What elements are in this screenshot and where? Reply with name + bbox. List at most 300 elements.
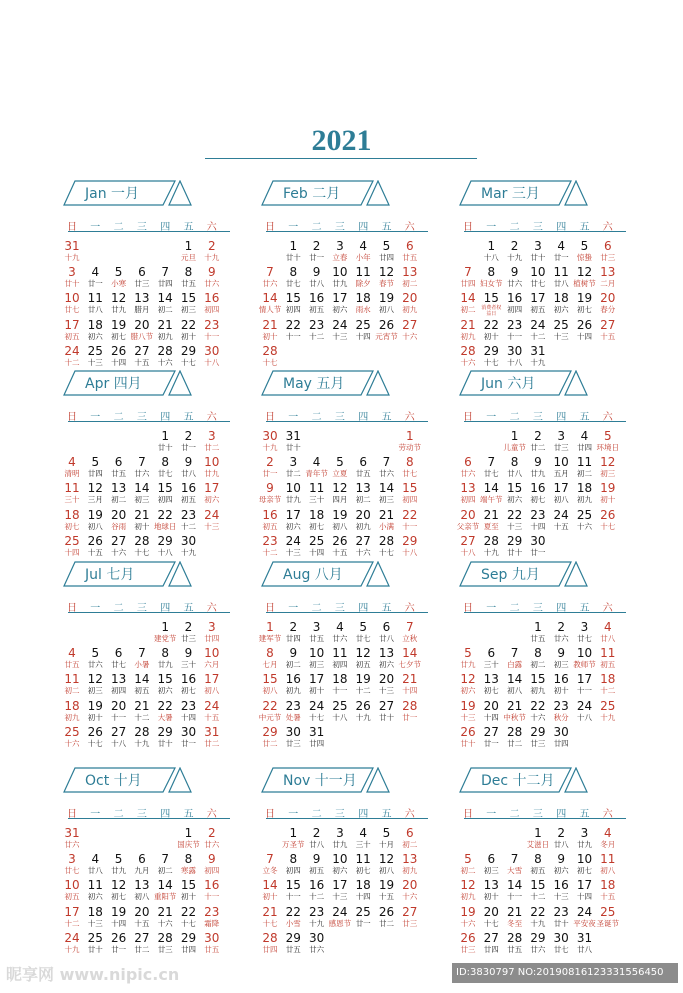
day-cell — [479, 509, 503, 531]
day-cell — [130, 482, 154, 504]
day-cell — [60, 509, 84, 531]
day-number: 5 — [603, 429, 612, 443]
weekday-header: 一 — [90, 222, 101, 233]
day-cell — [526, 292, 550, 314]
day-cell — [305, 700, 329, 722]
day-number: 21 — [402, 672, 418, 687]
lunar-label: 初三 — [181, 305, 196, 315]
lunar-label: 十一 — [507, 892, 523, 902]
day-number: 27 — [134, 343, 150, 358]
day-number: 10 — [64, 291, 80, 306]
day-cell — [549, 673, 573, 695]
day-cell — [60, 319, 84, 341]
lunar-label: 初三 — [553, 660, 569, 670]
day-number: 25 — [64, 724, 80, 739]
lunar-label: 廿八 — [309, 279, 325, 289]
day-cell — [200, 906, 224, 928]
lunar-label: 初四 — [507, 305, 523, 315]
lunar-label: 三月 — [87, 495, 103, 505]
day-cell — [398, 456, 422, 478]
weekday-header: 一 — [288, 222, 299, 233]
lunar-label: 十五 — [134, 918, 150, 928]
day-number: 30 — [204, 343, 220, 358]
day-cell — [83, 266, 107, 288]
month-banner — [63, 370, 193, 396]
day-cell — [328, 266, 352, 288]
day-number: 2 — [510, 239, 519, 253]
lunar-label: 十六 — [157, 357, 173, 367]
weekday-divider — [68, 421, 230, 422]
day-cell — [200, 726, 224, 748]
lunar-label: 立夏 — [332, 469, 348, 479]
lunar-label: 初二 — [285, 660, 301, 670]
day-cell — [200, 827, 224, 849]
day-number: 8 — [487, 265, 496, 280]
lunar-label: 廿六 — [64, 840, 80, 849]
day-number: 18 — [600, 878, 616, 893]
day-number: 3 — [580, 620, 589, 634]
day-cell — [456, 456, 480, 478]
month-name-cn: 一月 — [111, 186, 140, 202]
month-banner — [261, 370, 391, 396]
day-number: 30 — [506, 343, 523, 358]
day-cell — [526, 535, 550, 557]
day-cell — [83, 292, 107, 314]
day-number: 13 — [110, 672, 127, 687]
lunar-label: 廿九 — [204, 469, 220, 479]
lunar-label: 初三 — [379, 495, 394, 505]
lunar-label: 廿五 — [181, 279, 196, 289]
lunar-label: 廿三 — [530, 738, 546, 748]
day-number: 12 — [378, 852, 395, 867]
lunar-label: 初九 — [577, 495, 592, 505]
lunar-label: 初八 — [379, 866, 394, 876]
day-cell — [549, 647, 573, 669]
lunar-label: 廿四 — [262, 944, 278, 954]
lunar-label: 初六 — [87, 892, 103, 902]
day-cell — [107, 292, 131, 314]
day-number: 6 — [603, 239, 612, 253]
day-number: 6 — [464, 455, 472, 470]
day-cell — [549, 319, 573, 341]
day-cell — [281, 853, 305, 875]
weekday-header: 三 — [334, 603, 345, 614]
lunar-label: 十二 — [600, 686, 616, 696]
weekday-header: 三 — [136, 809, 147, 820]
day-cell — [305, 456, 329, 478]
day-cell — [398, 535, 422, 557]
day-number: 6 — [405, 239, 414, 253]
day-number: 30 — [204, 930, 220, 945]
lunar-label: 廿四 — [379, 253, 394, 262]
day-cell — [281, 673, 305, 695]
day-cell — [526, 827, 550, 849]
day-number: 7 — [405, 620, 414, 634]
weekday-header: 三 — [532, 809, 543, 820]
day-cell — [398, 700, 422, 722]
day-number: 4 — [68, 646, 76, 661]
day-number: 5 — [114, 265, 123, 280]
day-number: 26 — [87, 724, 103, 739]
day-number: 9 — [312, 265, 321, 280]
month-banner — [63, 561, 193, 587]
lunar-label: 十一 — [285, 892, 301, 902]
day-number: 8 — [161, 455, 169, 470]
day-cell — [281, 292, 305, 314]
day-cell — [258, 509, 282, 531]
day-number: 25 — [600, 904, 616, 919]
day-number: 24 — [332, 904, 348, 919]
day-number: 15 — [530, 878, 546, 893]
weekday-header: 六 — [404, 412, 415, 423]
day-cell — [107, 906, 131, 928]
day-cell — [456, 726, 480, 748]
month-name-cn: 二月 — [312, 186, 341, 202]
day-cell — [200, 673, 224, 695]
lunar-label: 十二 — [262, 547, 278, 557]
lunar-label: 初二 — [530, 660, 546, 670]
day-number: 2 — [534, 429, 542, 443]
lunar-label: 初四 — [402, 495, 418, 505]
lunar-label: 廿三 — [285, 738, 301, 748]
lunar-label: 廿一 — [87, 279, 103, 289]
day-number: 31 — [64, 239, 80, 253]
weekday-header: 三 — [334, 412, 345, 423]
day-number: 26 — [576, 317, 593, 332]
day-number: 7 — [487, 455, 496, 470]
lunar-label: 十一 — [111, 712, 127, 722]
day-cell — [153, 509, 177, 531]
lunar-label: 廿八 — [507, 469, 523, 479]
month-name-en: Sep — [481, 567, 508, 583]
day-cell — [258, 726, 282, 748]
day-number: 10 — [332, 265, 348, 280]
lunar-label: 国庆节 — [177, 840, 200, 849]
day-number: 3 — [534, 239, 542, 253]
weekday-header: 五 — [183, 603, 194, 614]
day-number: 11 — [553, 265, 569, 280]
day-cell — [200, 853, 224, 875]
day-cell — [351, 673, 375, 695]
day-number: 21 — [506, 904, 523, 919]
day-cell — [153, 292, 177, 314]
day-number: 19 — [378, 291, 395, 306]
day-number: 27 — [110, 724, 127, 739]
lunar-label: 初八 — [507, 686, 523, 696]
day-cell — [479, 266, 503, 288]
day-cell — [83, 700, 107, 722]
day-cell — [503, 456, 527, 478]
weekday-header: 日 — [67, 603, 77, 614]
weekday-header: 日 — [67, 222, 77, 233]
day-cell — [83, 535, 107, 557]
day-number: 8 — [184, 265, 193, 280]
day-cell — [305, 621, 329, 643]
day-number: 11 — [355, 852, 371, 867]
lunar-label: 十二 — [309, 892, 325, 902]
day-cell — [351, 456, 375, 478]
lunar-label: 廿七 — [402, 469, 418, 479]
day-cell — [258, 932, 282, 954]
day-number: 2 — [184, 429, 193, 443]
day-number: 5 — [382, 239, 391, 253]
weekday-header: 二 — [311, 222, 322, 233]
weekday-divider — [464, 818, 626, 819]
day-cell — [281, 266, 305, 288]
day-cell — [456, 482, 480, 504]
day-cell — [83, 906, 107, 928]
lunar-label: 初十 — [181, 892, 196, 902]
weekday-divider — [266, 231, 428, 232]
day-cell — [258, 319, 282, 341]
day-cell — [281, 726, 305, 748]
day-cell — [177, 509, 201, 531]
day-number: 16 — [530, 481, 546, 496]
day-number: 10 — [204, 646, 220, 661]
lunar-label: 初四 — [204, 305, 220, 315]
lunar-label: 初五 — [309, 305, 325, 315]
day-cell — [200, 932, 224, 954]
day-cell — [200, 456, 224, 478]
weekday-header: 三 — [136, 412, 147, 423]
day-cell — [130, 535, 154, 557]
day-cell — [60, 726, 84, 748]
lunar-label: 廿八 — [577, 944, 592, 954]
day-number: 20 — [460, 507, 476, 522]
day-cell — [60, 240, 84, 262]
day-cell — [503, 879, 527, 901]
day-cell — [153, 345, 177, 367]
day-number: 9 — [557, 852, 565, 867]
lunar-label: 十八 — [460, 547, 476, 557]
day-cell — [130, 647, 154, 669]
day-number: 30 — [285, 724, 301, 739]
day-number: 13 — [483, 672, 499, 687]
weekday-divider — [266, 612, 428, 613]
day-cell — [83, 879, 107, 901]
lunar-label: 初五 — [309, 866, 325, 876]
day-number: 28 — [262, 343, 278, 358]
lunar-label: 立冬 — [262, 866, 278, 876]
weekday-header: 三 — [136, 222, 147, 233]
day-number: 23 — [180, 698, 197, 713]
day-cell — [526, 266, 550, 288]
day-number: 28 — [134, 533, 150, 548]
day-number: 17 — [332, 291, 348, 306]
weekday-header: 六 — [404, 603, 415, 614]
month-title — [283, 183, 391, 203]
lunar-label: 圣诞节 — [596, 918, 620, 928]
day-cell — [328, 879, 352, 901]
day-number: 5 — [359, 620, 367, 634]
weekday-header: 四 — [556, 412, 567, 423]
day-cell — [573, 292, 597, 314]
day-cell — [573, 240, 597, 262]
day-number: 17 — [553, 481, 569, 496]
day-cell — [479, 292, 503, 317]
lunar-label: 十八 — [332, 712, 348, 722]
day-number: 2 — [312, 826, 321, 840]
day-number: 29 — [506, 533, 523, 548]
day-number: 14 — [157, 291, 173, 306]
lunar-label: 十八 — [577, 712, 592, 722]
day-number: 24 — [530, 317, 546, 332]
day-number: 9 — [510, 265, 519, 280]
day-cell — [328, 673, 352, 695]
weekday-header: 二 — [509, 603, 520, 614]
lunar-label: 初五 — [262, 521, 278, 531]
day-number: 16 — [308, 291, 325, 306]
day-number: 3 — [207, 429, 216, 443]
lunar-label: 十七 — [181, 918, 196, 928]
lunar-label: 初三 — [87, 686, 103, 696]
lunar-label: 廿九 — [285, 495, 301, 505]
day-cell — [549, 621, 573, 643]
day-number: 27 — [378, 698, 395, 713]
weekday-header: 六 — [602, 603, 613, 614]
day-cell — [351, 906, 375, 928]
lunar-label: 十二 — [355, 686, 371, 696]
day-number: 8 — [405, 455, 414, 470]
lunar-label: 廿八 — [600, 634, 616, 643]
lunar-label: 九月 — [134, 866, 150, 876]
day-number: 28 — [134, 724, 150, 739]
day-cell — [177, 879, 201, 901]
day-cell — [351, 827, 375, 849]
day-cell — [83, 456, 107, 478]
day-number: 12 — [460, 672, 476, 687]
day-cell — [83, 932, 107, 954]
lunar-label: 初五 — [134, 686, 150, 696]
day-cell — [503, 430, 527, 452]
lunar-label: 廿一 — [309, 253, 325, 262]
day-cell — [177, 240, 201, 262]
lunar-label: 三十 — [309, 495, 325, 505]
lunar-label: 十九 — [530, 357, 546, 367]
day-cell — [107, 535, 131, 557]
month-title — [481, 770, 589, 790]
day-cell — [177, 430, 201, 452]
day-number: 3 — [207, 620, 216, 634]
lunar-label: 初六 — [553, 305, 569, 315]
day-cell — [351, 266, 375, 288]
day-cell — [526, 932, 550, 954]
lunar-label: 廿三 — [402, 918, 418, 928]
lunar-label: 初七 — [577, 305, 592, 315]
lunar-label: 十五 — [204, 712, 220, 722]
lunar-label: 十三 — [87, 357, 103, 367]
lunar-label: 初二 — [460, 866, 476, 876]
day-number: 22 — [285, 317, 301, 332]
day-number: 2 — [207, 239, 216, 253]
lunar-label: 廿十 — [285, 443, 301, 452]
lunar-label: 廿八 — [87, 866, 103, 876]
day-number: 17 — [204, 672, 220, 687]
day-number: 16 — [553, 878, 569, 893]
day-number: 2 — [312, 239, 321, 253]
lunar-label: 十六 — [460, 918, 476, 928]
lunar-label: 初八 — [379, 305, 394, 315]
day-cell — [107, 673, 131, 695]
day-number: 14 — [460, 291, 476, 306]
day-cell — [503, 240, 527, 262]
day-number: 11 — [87, 291, 103, 306]
day-number: 19 — [110, 904, 127, 919]
day-cell — [258, 906, 282, 928]
day-cell — [573, 906, 597, 928]
day-cell — [177, 319, 201, 341]
lunar-label: 初七 — [111, 892, 127, 902]
day-number: 5 — [91, 646, 100, 661]
day-number: 18 — [355, 291, 371, 306]
day-cell — [398, 673, 422, 695]
day-cell — [456, 345, 480, 367]
day-number: 26 — [355, 698, 371, 713]
weekday-header: 四 — [358, 603, 369, 614]
lunar-label: 十二 — [64, 918, 80, 928]
lunar-label: 廿二 — [379, 918, 394, 928]
day-number: 29 — [180, 343, 197, 358]
day-cell — [398, 240, 422, 262]
day-cell — [375, 292, 399, 314]
day-number: 9 — [266, 481, 274, 496]
day-number: 13 — [460, 481, 476, 496]
day-number: 24 — [285, 533, 301, 548]
day-cell — [200, 292, 224, 314]
day-cell — [526, 906, 550, 928]
lunar-label: 廿九 — [157, 660, 173, 670]
day-cell — [328, 827, 352, 849]
day-number: 31 — [308, 724, 325, 739]
day-number: 1 — [184, 826, 193, 840]
day-cell — [375, 879, 399, 901]
day-number: 6 — [405, 826, 414, 840]
day-number: 9 — [557, 646, 565, 661]
weekday-header: 日 — [265, 809, 275, 820]
lunar-label: 环境日 — [596, 443, 620, 452]
lunar-label: 十六 — [402, 331, 418, 341]
day-cell — [200, 319, 224, 341]
lunar-label: 十四 — [181, 712, 196, 722]
lunar-label: 初三 — [600, 469, 616, 479]
day-number: 1 — [510, 429, 519, 443]
day-number: 2 — [557, 620, 565, 634]
day-cell — [456, 906, 480, 928]
day-number: 4 — [580, 429, 589, 443]
day-cell — [398, 430, 422, 452]
lunar-label: 小雪 — [285, 918, 301, 928]
day-number: 26 — [378, 904, 395, 919]
day-cell — [153, 266, 177, 288]
day-number: 26 — [87, 533, 103, 548]
day-cell — [60, 932, 84, 954]
lunar-label: 廿十 — [64, 279, 80, 289]
day-cell — [328, 509, 352, 531]
day-cell — [107, 700, 131, 722]
day-cell — [281, 240, 305, 262]
lunar-label: 廿六 — [134, 469, 150, 479]
day-number: 4 — [603, 826, 612, 840]
day-number: 21 — [378, 507, 395, 522]
day-number: 12 — [576, 265, 593, 280]
day-cell — [526, 240, 550, 262]
day-number: 1 — [161, 620, 169, 634]
lunar-label: 十一 — [402, 521, 418, 531]
lunar-label: 廿六 — [332, 634, 348, 643]
lunar-label: 十四 — [64, 547, 80, 557]
weekday-header: 五 — [183, 809, 194, 820]
lunar-label: 十月 — [379, 840, 394, 849]
